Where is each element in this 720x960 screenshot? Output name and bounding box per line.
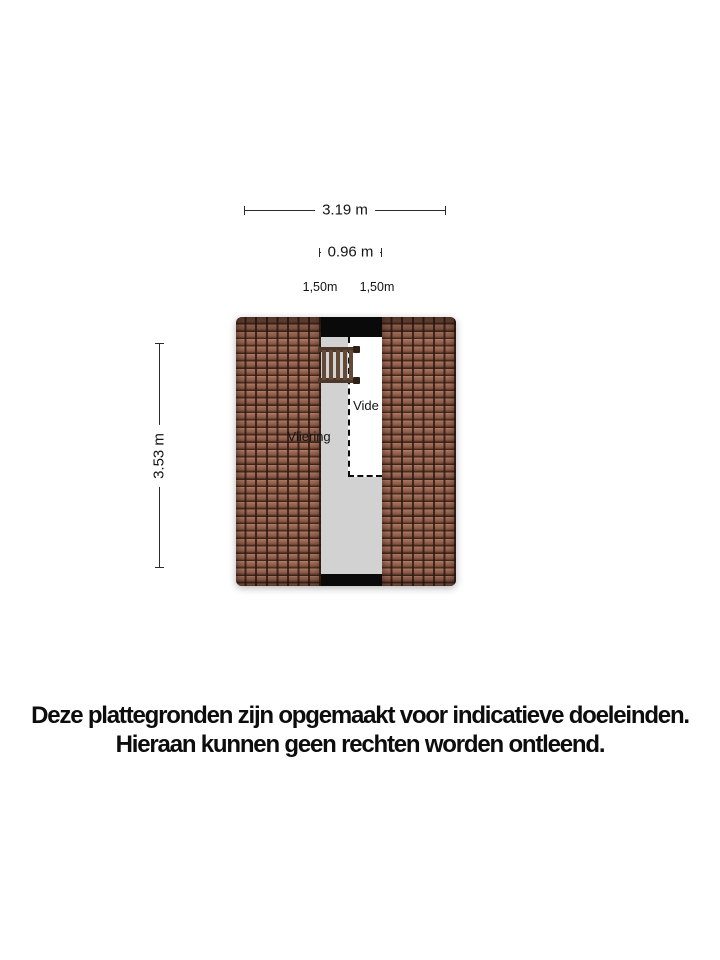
ladder-rung — [329, 350, 333, 380]
dimension-height-label: 3.53 m — [150, 425, 167, 487]
beam-bottom — [321, 574, 382, 586]
dimension-vide-width-label: 0.96 m — [321, 243, 381, 260]
disclaimer-line-2: Hieraan kunnen geen rechten worden ontleend. — [115, 731, 605, 758]
loft-ladder-icon — [318, 347, 360, 383]
roof-tiles-left — [236, 317, 321, 586]
dimension-slope-left-label: 1,50m — [302, 280, 338, 294]
ladder-rung — [349, 350, 353, 380]
dimension-tick-bottom — [155, 567, 164, 568]
ladder-hinge — [353, 346, 360, 353]
ladder-rung — [336, 350, 340, 380]
beam-top — [321, 317, 382, 337]
dimension-total-width — [244, 201, 446, 218]
disclaimer-line-1: Deze plattegronden zijn opgemaakt voor indicatieve doeleinden. — [31, 702, 689, 729]
ladder-rung — [322, 350, 326, 380]
disclaimer — [0, 701, 720, 759]
dimension-tick-left — [244, 206, 245, 215]
ladder-hinge — [353, 377, 360, 384]
ladder-rung — [343, 350, 347, 380]
dimension-tick-top — [155, 343, 164, 344]
dimension-tick-right — [445, 206, 446, 215]
room-label-vide: Vide — [353, 398, 379, 413]
roof-tiles-right — [382, 317, 456, 586]
dimension-height — [150, 343, 167, 568]
dimension-tick-right — [381, 248, 382, 257]
room-label-vliering: Vliering — [287, 429, 331, 444]
attic-floorplan — [236, 317, 456, 586]
dimension-slope-right-label: 1,50m — [359, 280, 395, 294]
dimension-total-width-label: 3.19 m — [315, 201, 375, 218]
dimension-vide-width — [319, 243, 382, 260]
